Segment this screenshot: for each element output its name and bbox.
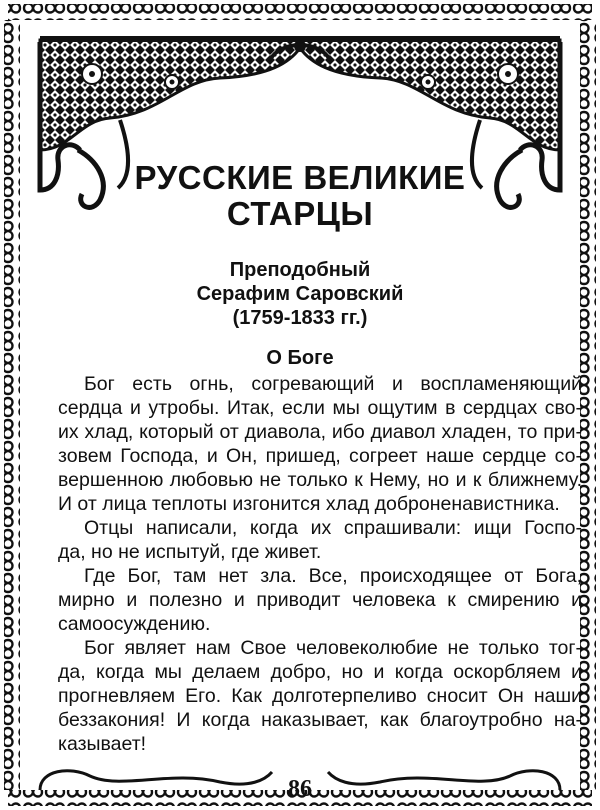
- text-line: их хлад, который от диавола, ибо диавол хладен, то при-: [58, 421, 582, 443]
- text-line: мирно и полезно и приводит человека к смирению и: [58, 589, 582, 611]
- body-text: [58, 372, 582, 756]
- text-line: Отцы написали, когда их спрашивали: ищи Госпо-: [84, 517, 582, 539]
- section-heading: О Боге: [266, 347, 334, 369]
- text-line: да, но не испытуй, где живет.: [58, 541, 322, 563]
- text-line: беззакония! И когда наказывает, как благоутробно на-: [58, 709, 582, 731]
- saint-heading: [0, 258, 600, 330]
- text-line: И от лица теплоты изгонится хлад доброненавистника.: [58, 493, 560, 515]
- paragraph: [58, 372, 582, 516]
- text-line: зовем Господа, и Он, пришед, согреет наше сердце со-: [58, 445, 582, 467]
- text-line: казывает!: [58, 733, 147, 755]
- paragraph: [58, 636, 582, 756]
- text-line: Где Бог, там нет зла. Все, происходящее от Бога,: [84, 565, 582, 587]
- text-line: вершенною любовью не только к Нему, но и к ближнему.: [58, 469, 582, 491]
- text-line: сердца и утробы. Итак, если мы ощутим в сердцах сво-: [58, 397, 582, 419]
- subtitle-line: (1759-1833 гг.): [232, 307, 368, 329]
- text-line: самоосуждению.: [58, 613, 211, 635]
- subtitle-line: Преподобный: [229, 259, 371, 281]
- text-line: да, когда мы делаем добро, но и когда оскорбляем и: [58, 661, 582, 683]
- paragraph: [58, 516, 582, 564]
- paragraph: [58, 564, 582, 636]
- subtitle-line: Серафим Саровский: [196, 283, 404, 305]
- book-title: [0, 160, 600, 232]
- page-number: 86: [288, 776, 312, 802]
- text-line: прогневляем Его. Как долготерпеливо сносит Он наши: [58, 685, 582, 707]
- text-line: Бог являет нам Свое человеколюбие не только тог-: [84, 637, 582, 659]
- text-line: Бог есть огнь, согревающий и воспламеняющий: [84, 373, 582, 395]
- title-line: РУССКИЕ ВЕЛИКИЕ: [134, 159, 466, 196]
- title-line: СТАРЦЫ: [226, 195, 374, 232]
